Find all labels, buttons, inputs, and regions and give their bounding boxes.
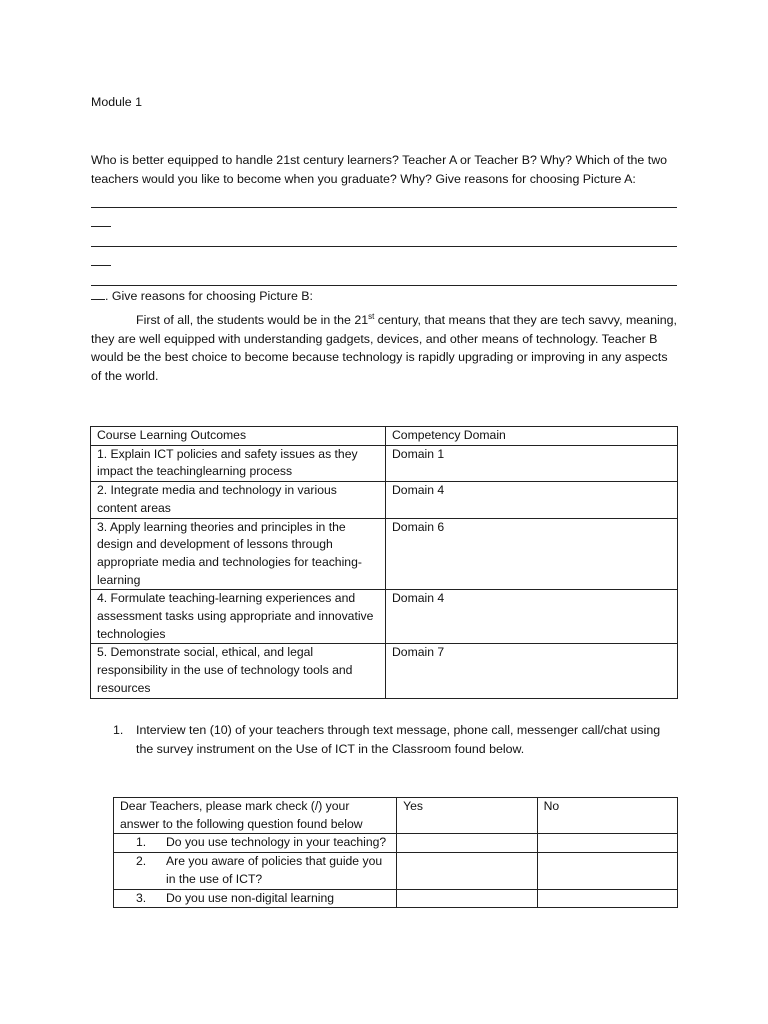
domain-cell: Domain 4 xyxy=(386,590,678,644)
no-header: No xyxy=(537,798,677,834)
question-number: 3. xyxy=(136,890,147,905)
domain-cell: Domain 4 xyxy=(386,482,678,518)
no-cell[interactable] xyxy=(537,889,677,908)
outcome-cell: 1. Explain ICT policies and safety issues as they impact the teachinglearning process xyxy=(91,445,386,481)
yes-header: Yes xyxy=(397,798,537,834)
question-text: Do you use technology in your teaching? xyxy=(166,835,387,850)
table-row xyxy=(91,445,678,481)
yes-cell[interactable] xyxy=(397,834,537,853)
survey-row xyxy=(114,834,678,853)
answer-blank-short xyxy=(91,247,111,267)
outcome-cell: 2. Integrate media and technology in various content areas xyxy=(91,482,386,518)
table-row xyxy=(91,482,678,518)
inline-blank xyxy=(91,286,105,300)
domain-cell: Domain 6 xyxy=(386,518,678,590)
question-text: Do you use non-digital learning xyxy=(166,890,335,905)
no-cell[interactable] xyxy=(537,853,677,889)
yes-cell[interactable] xyxy=(397,889,537,908)
domain-cell: Domain 7 xyxy=(386,644,678,698)
interview-text: Interview ten (10) of your teachers through text message, phone call, messenger call/chat using the survey instrument on the Use of ICT in the Classroom found below. xyxy=(136,723,661,756)
outcome-cell: 5. Demonstrate social, ethical, and legal responsibility in the use of technology tools and resources xyxy=(91,644,386,698)
survey-header-row xyxy=(114,798,678,834)
survey-question xyxy=(114,889,397,908)
table-row xyxy=(91,590,678,644)
list-number: 1. xyxy=(113,723,124,737)
answer-blank-line xyxy=(91,227,677,247)
answer-blank-line xyxy=(91,266,677,286)
outcome-cell: 4. Formulate teaching-learning experiences and assessment tasks using appropriate and innovative technologies xyxy=(91,590,386,644)
answer-blank-line xyxy=(91,188,677,208)
domain-cell: Domain 1 xyxy=(386,445,678,481)
picture-b-prompt-line xyxy=(91,286,677,306)
answer-part2: century, that means that they are tech savvy, meaning, they are well equipped with understanding gadgets, devices, and other means of technology. Teacher B would be the best choice to become because technology is rapidly upgrading or improving in any aspects of the world. xyxy=(91,313,677,383)
survey-question xyxy=(114,853,397,889)
question-text: Are you aware of policies that guide you in the use of ICT? xyxy=(166,854,383,886)
question-number: 2. xyxy=(136,854,147,869)
answer-paragraph xyxy=(91,311,677,385)
survey-row xyxy=(114,853,678,889)
header-domain: Competency Domain xyxy=(386,427,678,446)
question-number: 1. xyxy=(136,835,147,850)
header-outcomes: Course Learning Outcomes xyxy=(91,427,386,446)
table-row xyxy=(91,518,678,590)
yes-cell[interactable] xyxy=(397,853,537,889)
picture-b-prompt: . Give reasons for choosing Picture B: xyxy=(105,288,313,303)
outcomes-table xyxy=(90,426,678,699)
survey-instruction: Dear Teachers, please mark check (/) your answer to the following question found below xyxy=(114,798,397,834)
survey-question xyxy=(114,834,397,853)
outcome-cell: 3. Apply learning theories and principles in the design and development of lessons through appropriate media and technologies for teaching-learning xyxy=(91,518,386,590)
survey-table xyxy=(113,797,678,908)
module-title: Module 1 xyxy=(91,95,142,109)
table-row xyxy=(91,644,678,698)
question-text: Who is better equipped to handle 21st century learners? Teacher A or Teacher B? Why? Which of the two teachers would you like to become when you graduate? Why? Give reasons for choosing Picture A: xyxy=(91,153,668,186)
answer-blank-short xyxy=(91,208,111,228)
survey-row xyxy=(114,889,678,908)
question-block xyxy=(91,151,677,305)
table-header-row xyxy=(91,427,678,446)
answer-superscript: st xyxy=(368,311,375,321)
no-cell[interactable] xyxy=(537,834,677,853)
answer-part1: First of all, the students would be in the 21 xyxy=(136,313,369,327)
